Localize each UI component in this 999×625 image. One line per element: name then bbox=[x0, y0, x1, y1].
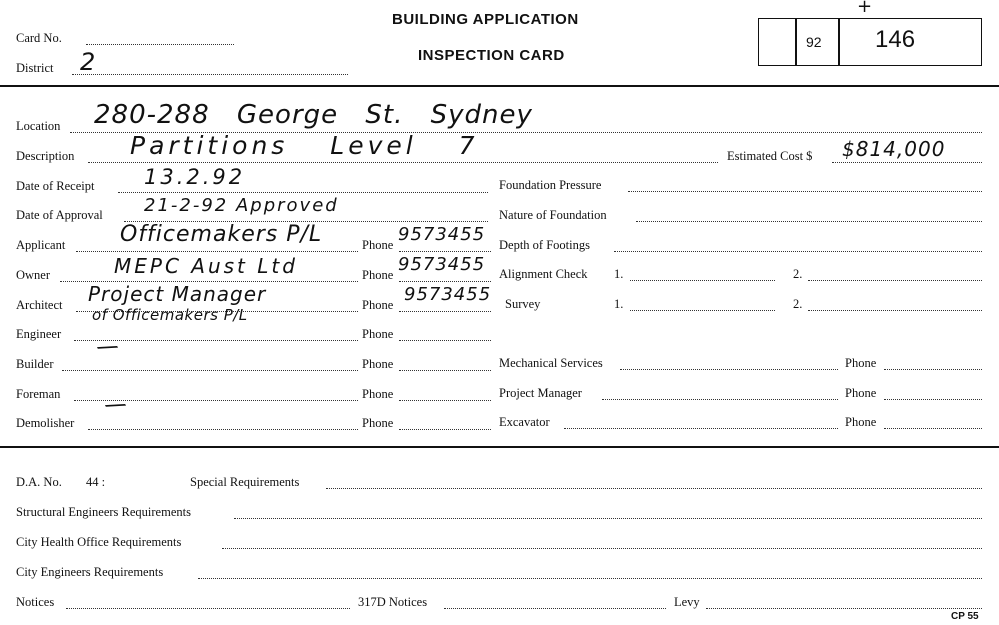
survey-label: Survey bbox=[505, 297, 541, 311]
notices-317d-field[interactable] bbox=[444, 608, 666, 609]
card-no-field[interactable] bbox=[86, 44, 234, 45]
card-title-line1: BUILDING APPLICATION bbox=[392, 11, 579, 28]
demolisher-field[interactable] bbox=[88, 429, 358, 430]
applicant-label: Applicant bbox=[16, 238, 66, 252]
architect-label: Architect bbox=[16, 298, 63, 312]
structural-requirements-label: Structural Engineers Requirements bbox=[16, 505, 191, 519]
alignment-check-number-1: 1. bbox=[614, 267, 624, 281]
mechanical-services-phone-field[interactable] bbox=[884, 369, 982, 370]
district-value: 2 bbox=[80, 48, 97, 76]
project-manager-label: Project Manager bbox=[499, 386, 582, 400]
city-engineers-requirements-label: City Engineers Requirements bbox=[16, 565, 164, 579]
architect-value: Project Manager bbox=[88, 282, 267, 306]
excavator-field[interactable] bbox=[564, 428, 838, 429]
alignment-check-number-2: 2. bbox=[793, 267, 803, 281]
special-requirements-label: Special Requirements bbox=[190, 475, 300, 489]
card-no-label: Card No. bbox=[16, 31, 62, 45]
applicant-phone-label: Phone bbox=[362, 238, 394, 252]
applicant-value: Officemakers P/L bbox=[120, 222, 323, 247]
health-requirements-field[interactable] bbox=[222, 548, 982, 549]
engineer-label: Engineer bbox=[16, 327, 62, 341]
structural-requirements-field[interactable] bbox=[234, 518, 982, 519]
architect-phone-label: Phone bbox=[362, 298, 394, 312]
engineer-phone-field[interactable] bbox=[399, 340, 491, 341]
alignment-check-field-2[interactable] bbox=[808, 280, 982, 281]
card-number-box bbox=[758, 18, 982, 66]
description-field[interactable] bbox=[88, 162, 718, 163]
foundation-pressure-label: Foundation Pressure bbox=[499, 178, 602, 192]
special-requirements-field[interactable] bbox=[326, 488, 982, 489]
foreman-phone-field[interactable] bbox=[399, 400, 491, 401]
alignment-check-field-1[interactable] bbox=[630, 280, 775, 281]
da-no-value: 44 : bbox=[86, 475, 106, 489]
form-code: CP 55 bbox=[951, 611, 979, 622]
builder-phone-field[interactable] bbox=[399, 370, 491, 371]
survey-number-2: 2. bbox=[793, 297, 803, 311]
builder-phone-label: Phone bbox=[362, 357, 394, 371]
location-label: Location bbox=[16, 119, 61, 133]
survey-number-1: 1. bbox=[614, 297, 624, 311]
estimated-cost-label: Estimated Cost $ bbox=[727, 149, 813, 163]
health-requirements-label: City Health Office Requirements bbox=[16, 535, 182, 549]
location-value: 280-288 George St. Sydney bbox=[94, 100, 533, 130]
section-divider bbox=[0, 446, 999, 448]
mechanical-services-field[interactable] bbox=[620, 369, 838, 370]
demolisher-label: Demolisher bbox=[16, 416, 75, 430]
engineer-phone-label: Phone bbox=[362, 327, 394, 341]
project-manager-phone-label: Phone bbox=[845, 386, 877, 400]
owner-label: Owner bbox=[16, 268, 51, 282]
notices-317d-label: 317D Notices bbox=[358, 595, 428, 609]
applicant-field[interactable] bbox=[76, 251, 358, 252]
notices-field[interactable] bbox=[66, 608, 350, 609]
mechanical-services-phone-label: Phone bbox=[845, 356, 877, 370]
demolisher-phone-field[interactable] bbox=[399, 429, 491, 430]
notices-label: Notices bbox=[16, 595, 55, 609]
foreman-phone-label: Phone bbox=[362, 387, 394, 401]
survey-field-2[interactable] bbox=[808, 310, 982, 311]
foundation-pressure-field[interactable] bbox=[628, 191, 982, 192]
builder-label: Builder bbox=[16, 357, 54, 371]
owner-phone-field[interactable] bbox=[399, 281, 491, 282]
demolisher-value: / bbox=[102, 396, 129, 416]
levy-field[interactable] bbox=[706, 608, 982, 609]
survey-field-1[interactable] bbox=[630, 310, 775, 311]
owner-phone-label: Phone bbox=[362, 268, 394, 282]
nature-of-foundation-field[interactable] bbox=[636, 221, 982, 222]
builder-field[interactable] bbox=[62, 370, 358, 371]
builder-value: / bbox=[94, 338, 121, 358]
architect-value-line2: of Officemakers P/L bbox=[92, 306, 248, 324]
card-number-prefix: 92 bbox=[806, 34, 822, 50]
plus-mark: + bbox=[857, 0, 873, 17]
architect-phone-field[interactable] bbox=[399, 311, 491, 312]
demolisher-phone-label: Phone bbox=[362, 416, 394, 430]
excavator-phone-label: Phone bbox=[845, 415, 877, 429]
depth-of-footings-field[interactable] bbox=[614, 251, 982, 252]
description-label: Description bbox=[16, 149, 75, 163]
applicant-phone-value: 9573455 bbox=[398, 224, 486, 245]
nature-of-foundation-label: Nature of Foundation bbox=[499, 208, 607, 222]
header-divider bbox=[0, 85, 999, 87]
levy-label: Levy bbox=[674, 595, 700, 609]
district-field[interactable] bbox=[72, 74, 348, 75]
depth-of-footings-label: Depth of Footings bbox=[499, 238, 590, 252]
district-label: District bbox=[16, 61, 54, 75]
card-number-divider bbox=[838, 18, 840, 66]
mechanical-services-label: Mechanical Services bbox=[499, 356, 603, 370]
date-of-receipt-value: 13.2.92 bbox=[144, 165, 246, 189]
foreman-label: Foreman bbox=[16, 387, 61, 401]
architect-phone-value: 9573455 bbox=[404, 284, 492, 305]
description-value: Partitions Level 7 bbox=[130, 131, 479, 160]
date-of-approval-label: Date of Approval bbox=[16, 208, 103, 222]
owner-value: MEPC Aust Ltd bbox=[114, 254, 298, 278]
city-engineers-requirements-field[interactable] bbox=[198, 578, 982, 579]
estimated-cost-field[interactable] bbox=[832, 162, 982, 163]
alignment-check-label: Alignment Check bbox=[499, 267, 588, 281]
excavator-label: Excavator bbox=[499, 415, 550, 429]
da-no-label: D.A. No. bbox=[16, 475, 62, 489]
card-number: 146 bbox=[875, 26, 916, 53]
owner-phone-value: 9573455 bbox=[398, 254, 486, 275]
applicant-phone-field[interactable] bbox=[399, 251, 491, 252]
project-manager-field[interactable] bbox=[602, 399, 838, 400]
date-of-receipt-label: Date of Receipt bbox=[16, 179, 95, 193]
excavator-phone-field[interactable] bbox=[884, 428, 982, 429]
date-of-approval-value: 21-2-92 Approved bbox=[144, 195, 339, 216]
date-of-receipt-field[interactable] bbox=[118, 192, 488, 193]
card-title-line2: INSPECTION CARD bbox=[418, 47, 565, 64]
project-manager-phone-field[interactable] bbox=[884, 399, 982, 400]
estimated-cost-value: $814,000 bbox=[842, 137, 946, 161]
card-number-divider bbox=[795, 18, 797, 66]
